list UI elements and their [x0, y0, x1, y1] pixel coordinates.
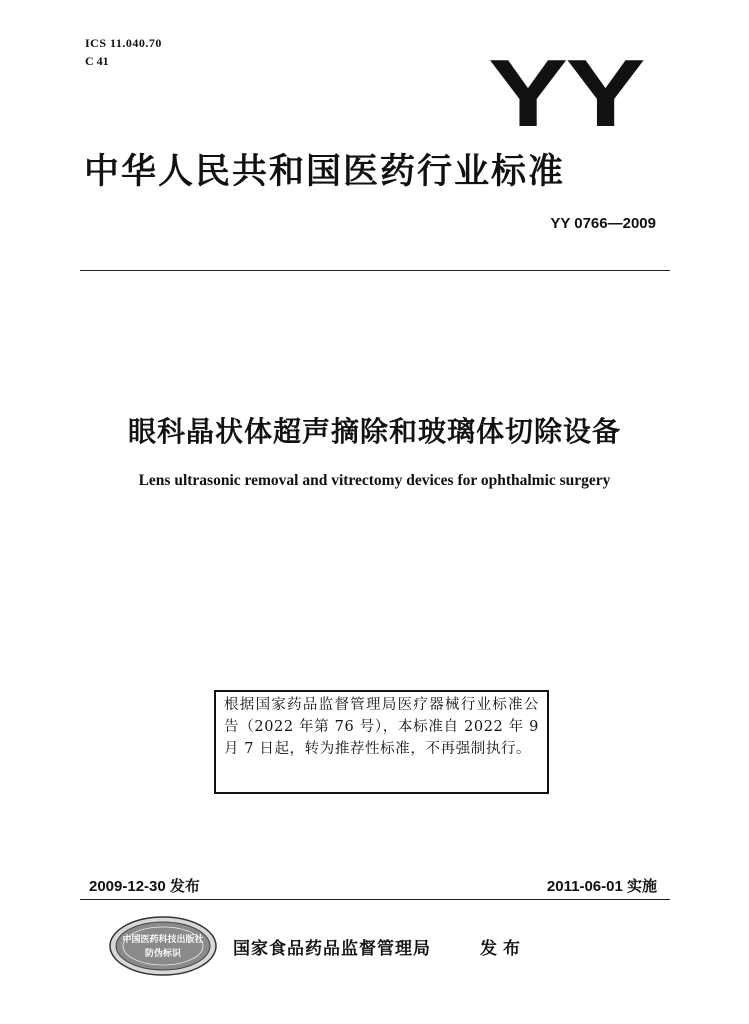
standard-number: YY 0766—2009 — [550, 215, 656, 232]
organization-title: 中华人民共和国医药行业标准 — [84, 152, 566, 192]
issue-date: 2009-12-30 发布 — [89, 878, 200, 895]
document-title-english: Lens ultrasonic removal and vitrectomy devices for ophthalmic surgery — [138, 472, 611, 489]
svg-text:中国医药科技出版社: 中国医药科技出版社 — [122, 935, 204, 945]
notice-text: 根据国家药品监督管理局医疗器械行业标准公告（2022 年第 76 号），本标准自 2022 年 9 月 7 日起，转为推荐性标准，不再强制执行。 — [224, 697, 539, 757]
issue-label: 发布 — [480, 939, 526, 959]
anti-counterfeit-seal — [108, 915, 218, 977]
implementation-date: 2011-06-01 实施 — [546, 878, 657, 895]
document-title-chinese: 眼科晶状体超声摘除和玻璃体切除设备 — [127, 415, 621, 448]
footer-divider — [80, 899, 670, 900]
svg-text:防伪标识: 防伪标识 — [144, 949, 182, 959]
ccs-code: C 41 — [85, 54, 109, 68]
ics-code: ICS 11.040.70 — [85, 36, 162, 50]
issuing-authority: 国家食品药品监督管理局 — [233, 939, 431, 959]
yy-logo: YY — [488, 40, 644, 147]
header-divider — [80, 270, 670, 271]
notice-box — [214, 690, 549, 794]
